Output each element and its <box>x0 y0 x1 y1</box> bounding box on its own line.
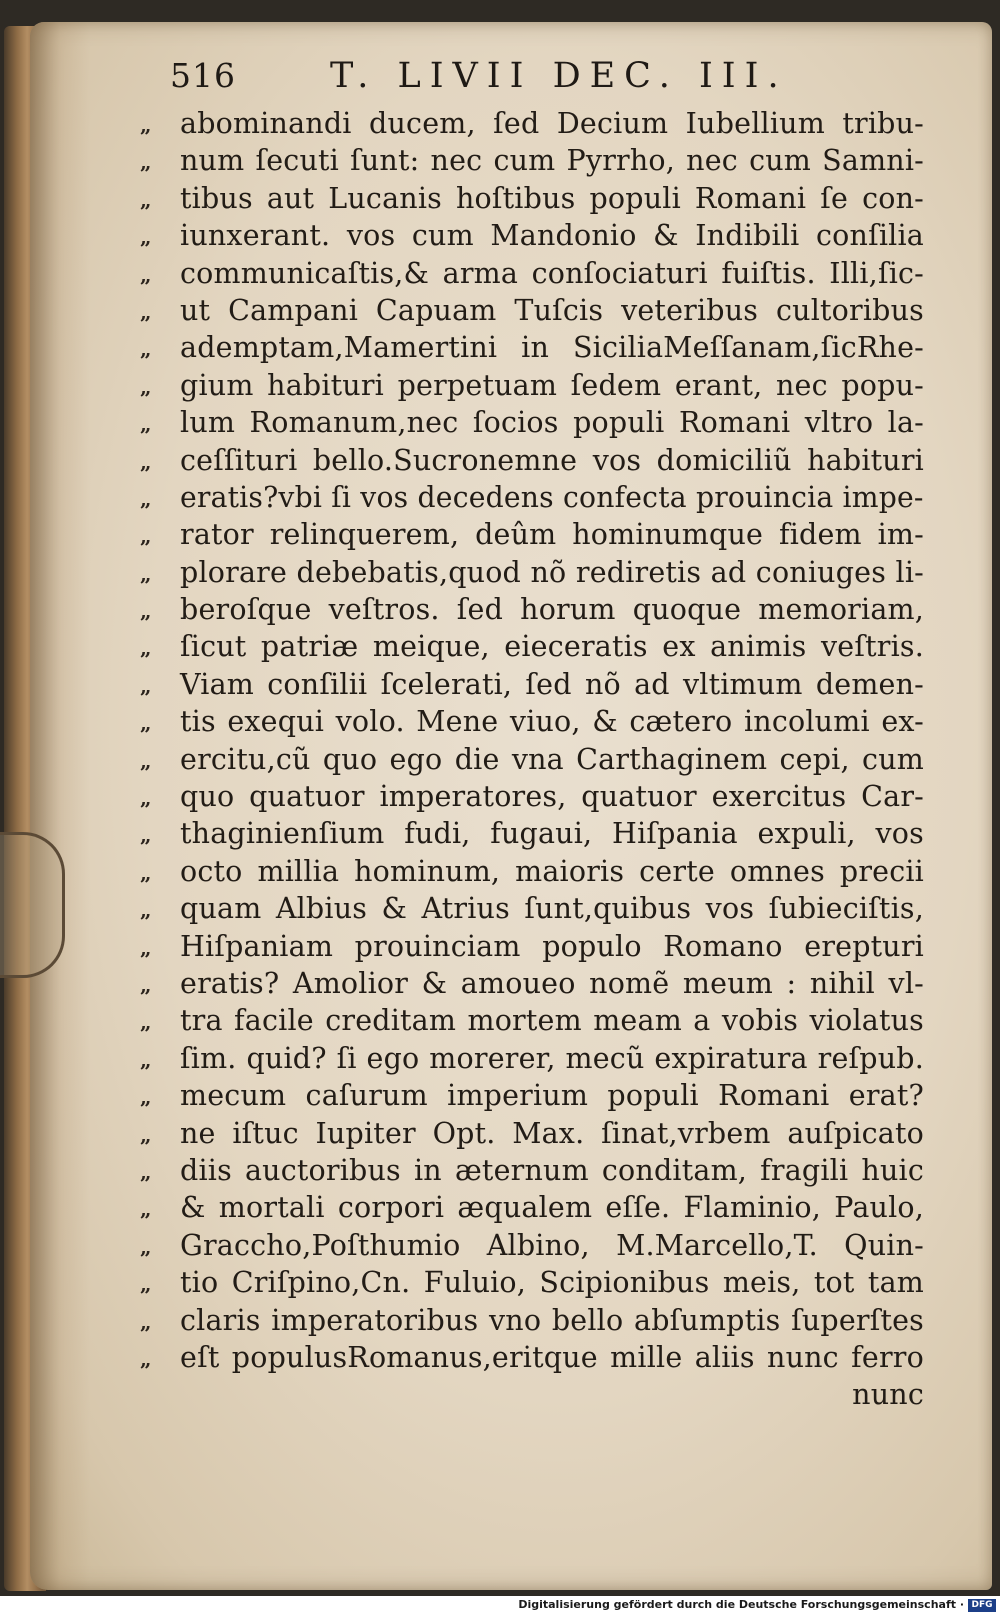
text-line <box>140 444 940 481</box>
line-text: tio Criſpino,Cn. Fuluio, Scipionibus meis, tot tam <box>180 1266 924 1300</box>
text-line <box>140 630 940 667</box>
quotation-marker: „ <box>140 898 152 923</box>
line-text: ceſſituri bello.Sucronemne vos domiciliũ habituri <box>180 443 924 477</box>
text-line <box>140 556 940 593</box>
line-text: thaginienſium fudi, fugaui, Hiſpania expuli, vos <box>180 817 924 851</box>
quotation-marker: „ <box>140 972 152 997</box>
text-line <box>140 1079 940 1116</box>
line-text: nunc <box>852 1378 924 1412</box>
line-text: eratis?vbi ſi vos decedens confecta prouincia impe- <box>180 480 924 514</box>
line-text: diis auctoribus in æternum conditam, fragili huic <box>180 1153 924 1187</box>
quotation-marker: „ <box>140 412 152 437</box>
text-line <box>140 930 940 967</box>
text-line <box>140 1229 940 1266</box>
quotation-marker: „ <box>140 524 152 549</box>
line-text: tibus aut Lucanis hoſtibus populi Romani ſe con- <box>180 181 924 215</box>
text-line <box>140 406 940 443</box>
quotation-marker: „ <box>140 225 152 250</box>
text-line <box>140 780 940 817</box>
quotation-marker: „ <box>140 599 152 624</box>
text-line <box>140 294 940 331</box>
quotation-marker: „ <box>140 337 152 362</box>
line-text: quo quatuor imperatores, quatuor exercitus Car- <box>180 780 924 814</box>
line-text: plorare debebatis,quod nõ rediretis ad coniuges li- <box>180 555 924 589</box>
text-line <box>140 257 940 294</box>
line-text: communicaſtis,& arma conſociaturi fuiſtis. Illi,ſic- <box>180 256 924 290</box>
text-line <box>140 1304 940 1341</box>
page-gutter-shadow <box>30 22 90 1590</box>
dfg-logo-icon: DFG <box>968 1599 996 1612</box>
text-line <box>140 107 940 144</box>
text-line <box>140 1266 940 1303</box>
line-text: ademptam,Mamertini in SiciliaMeſſanam,ſicRhe- <box>180 331 924 365</box>
quotation-marker: „ <box>140 823 152 848</box>
quotation-marker: „ <box>140 1047 152 1072</box>
line-text: quam Albius & Atrius ſunt,quibus vos ſubieciſtis, <box>180 892 924 926</box>
quotation-marker: „ <box>140 786 152 811</box>
text-line <box>140 182 940 219</box>
text-line <box>140 743 940 780</box>
line-text: mecum caſurum imperium populi Romani erat? <box>180 1079 924 1113</box>
text-line <box>140 1154 940 1191</box>
line-text: tis exequi volo. Mene viuo, & cætero incolumi ex- <box>180 705 924 739</box>
text-line <box>140 593 940 630</box>
text-line <box>140 1042 940 1079</box>
quotation-marker: „ <box>140 262 152 287</box>
line-text: octo millia hominum, maioris certe omnes precii <box>180 854 924 888</box>
quotation-marker: „ <box>140 1010 152 1035</box>
quotation-marker: „ <box>140 1122 152 1147</box>
digitization-footer <box>0 1596 1000 1616</box>
quotation-marker: „ <box>140 1197 152 1222</box>
quotation-marker: „ <box>140 1085 152 1110</box>
quotation-marker: „ <box>140 935 152 960</box>
quotation-marker: „ <box>140 636 152 661</box>
quotation-marker: „ <box>140 299 152 324</box>
quotation-marker: „ <box>140 1272 152 1297</box>
line-text: Graccho,Poſthumio Albino, M.Marcello,T. Quin- <box>180 1228 924 1262</box>
line-text: ſicut patriæ meique, eieceratis ex animis veſtris. <box>180 630 924 664</box>
text-line <box>140 855 940 892</box>
text-line <box>140 518 940 555</box>
line-text: ut Campani Capuam Tuſcis veteribus cultoribus <box>180 293 924 327</box>
line-text: ercitu,cũ quo ego die vna Carthaginem cepi, cum <box>180 742 924 776</box>
quotation-marker: „ <box>140 187 152 212</box>
quotation-marker: „ <box>140 1346 152 1371</box>
text-line <box>140 369 940 406</box>
quotation-marker: „ <box>140 561 152 586</box>
quotation-marker: „ <box>140 1234 152 1259</box>
text-line <box>140 817 940 854</box>
line-text: rator relinquerem, deûm hominumque fidem im- <box>180 518 924 552</box>
text-line <box>140 892 940 929</box>
line-text: abominandi ducem, ſed Decium Iubellium tribu- <box>180 107 924 140</box>
digitization-credit: Digitalisierung gefördert durch die Deutsche Forschungsgemeinschaft · <box>518 1598 964 1611</box>
quotation-marker: „ <box>140 860 152 885</box>
text-line <box>140 1341 940 1378</box>
text-line <box>140 1004 940 1041</box>
line-text: ne iſtuc Iupiter Opt. Max. ſinat,vrbem auſpicato <box>180 1116 924 1150</box>
text-line <box>140 1191 940 1228</box>
line-text: claris imperatoribus vno bello abſumptis ſuperſtes <box>180 1303 924 1337</box>
line-text: iunxerant. vos cum Mandonio & Indibili conſilia <box>180 219 924 253</box>
quotation-marker: „ <box>140 150 152 175</box>
running-title: T. LIVII DEC. III. <box>330 56 788 96</box>
quotation-marker: „ <box>140 449 152 474</box>
line-text: Hiſpaniam prouinciam populo Romano erepturi <box>180 929 924 963</box>
quotation-marker: „ <box>140 673 152 698</box>
line-text: beroſque veſtros. ſed horum quoque memoriam, <box>180 593 924 627</box>
line-text: eſt populusRomanus,eritque mille aliis nunc ferro <box>180 1340 924 1374</box>
page-number: 516 <box>170 56 236 95</box>
text-line <box>140 144 940 181</box>
text-line <box>140 219 940 256</box>
line-text: lum Romanum,nec ſocios populi Romani vltro la- <box>180 406 924 440</box>
text-block <box>140 107 940 1416</box>
line-text: Viam conſilii ſcelerati, ſed nõ ad vltimum demen- <box>180 667 924 701</box>
text-line <box>140 668 940 705</box>
line-text: gium habituri perpetuam ſedem erant, nec popu- <box>180 368 924 402</box>
line-text: & mortali corpori æqualem eſſe. Flaminio, Paulo, <box>180 1191 924 1225</box>
line-text: eratis? Amolior & amoueo nomẽ meum : nihil vl- <box>180 966 924 1000</box>
line-text: tra facile creditam mortem meam a vobis violatus <box>180 1004 924 1038</box>
text-line <box>140 705 940 742</box>
page-clip-tab <box>0 832 65 978</box>
quotation-marker: „ <box>140 374 152 399</box>
text-line <box>140 331 940 368</box>
text-line <box>140 1378 940 1415</box>
quotation-marker: „ <box>140 113 152 137</box>
quotation-marker: „ <box>140 1159 152 1184</box>
quotation-marker: „ <box>140 1309 152 1334</box>
line-text: num ſecuti ſunt: nec cum Pyrrho, nec cum Samni- <box>180 144 924 178</box>
quotation-marker: „ <box>140 711 152 736</box>
text-line <box>140 1117 940 1154</box>
text-line <box>140 967 940 1004</box>
quotation-marker: „ <box>140 486 152 511</box>
quotation-marker: „ <box>140 748 152 773</box>
text-line <box>140 481 940 518</box>
line-text: ſim. quid? ſi ego morerer, mecũ expiratura reſpub. <box>180 1041 924 1075</box>
